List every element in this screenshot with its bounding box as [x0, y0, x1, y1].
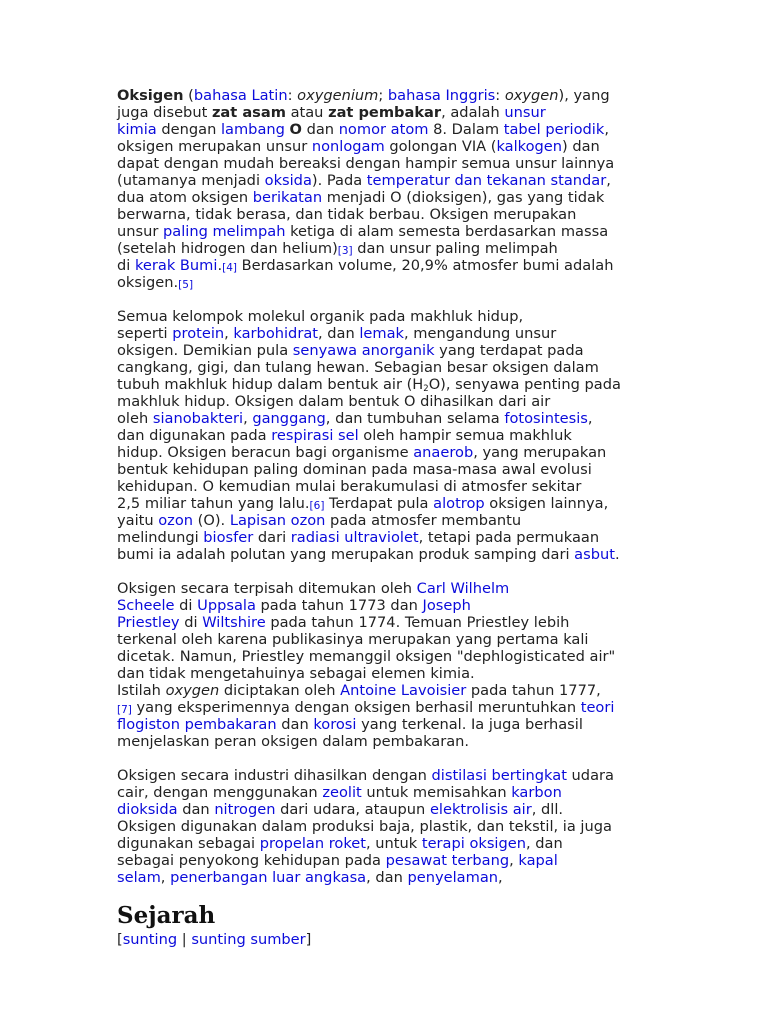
text: diciptakan oleh: [219, 682, 341, 699]
text: , yang merupakan bentuk kehidupan paling dominan pada masa-masa awal evolusi kehidupan. O kemudian mulai berakumulasi di atmosfer sekitar 2,5 miliar tahun yang lalu.: [117, 444, 607, 512]
paragraph-intro: [117, 87, 652, 291]
link-propelan-roket[interactable]: propelan roket: [259, 835, 366, 852]
text: .: [217, 257, 223, 274]
text: O), senyawa penting pada makhluk hidup. Oksigen dalam bentuk O dihasilkan dari air oleh: [117, 376, 621, 427]
text: dan: [301, 121, 339, 138]
article-body: [117, 87, 652, 948]
link-nitrogen[interactable]: nitrogen: [214, 801, 276, 818]
text: (O).: [193, 512, 230, 529]
link-kapal-selam[interactable]: kapal selam: [117, 852, 558, 886]
link-unsur-kimia[interactable]: unsur kimia: [117, 104, 546, 138]
bracket-close: ]: [305, 931, 312, 948]
text: , adalah: [441, 104, 505, 121]
text: yang eksperimennya dengan oksigen berhasil meruntuhkan: [131, 699, 581, 716]
text: di: [179, 614, 203, 631]
text: .: [614, 546, 620, 563]
text: :: [495, 87, 505, 104]
section-heading-sejarah: Sejarah: [117, 902, 216, 929]
link-protein[interactable]: protein: [172, 325, 225, 342]
text: 8. Dalam: [428, 121, 504, 138]
text: dan unsur paling melimpah di: [117, 240, 558, 274]
text: , dan digunakan pada: [117, 410, 593, 444]
text: udara cair, dengan menggunakan: [117, 767, 614, 801]
bracket-open: [: [117, 931, 123, 948]
link-biosfer[interactable]: biosfer: [203, 529, 254, 546]
link-teori-flogiston[interactable]: teori flogiston: [117, 699, 615, 733]
link-respirasi-sel[interactable]: respirasi sel: [271, 427, 359, 444]
link-distilasi-bertingkat[interactable]: distilasi bertingkat: [431, 767, 567, 784]
link-karbohidrat[interactable]: karbohidrat: [233, 325, 318, 342]
link-penerbangan-luar-angkasa[interactable]: penerbangan luar angkasa: [170, 869, 367, 886]
ref-6[interactable]: [6]: [309, 500, 325, 512]
text: di: [174, 597, 198, 614]
text: ) dan dapat dengan mudah bereaksi dengan hampir semua unsur lainnya (utamanya menjadi: [117, 138, 615, 189]
paragraph-industri: [117, 767, 652, 886]
ref-7[interactable]: [7]: [117, 704, 132, 716]
link-penyelaman[interactable]: penyelaman: [407, 869, 499, 886]
term-oksigen: Oksigen: [117, 87, 184, 104]
link-fotosintesis[interactable]: fotosintesis: [504, 410, 588, 427]
text: (: [183, 87, 194, 104]
link-ozon[interactable]: ozon: [158, 512, 194, 529]
link-anaerob[interactable]: anaerob: [413, 444, 474, 461]
text: dari udara, ataupun: [275, 801, 430, 818]
term-zat-pembakar: zat pembakar: [328, 104, 442, 121]
link-tabel-periodik[interactable]: tabel periodik: [503, 121, 605, 138]
term-oxygen-italic: oxygen: [165, 682, 220, 699]
link-senyawa-anorganik[interactable]: senyawa anorganik: [292, 342, 435, 359]
link-pesawat-terbang[interactable]: pesawat terbang: [385, 852, 510, 869]
text: dengan: [156, 121, 221, 138]
link-antoine-lavoisier[interactable]: Antoine Lavoisier: [340, 682, 467, 699]
term-oxygen: oxygen: [504, 87, 559, 104]
text: pada tahun 1777,: [470, 682, 601, 699]
text: yang terkenal. Ia juga berhasil menjelaskan peran oksigen dalam pembakaran.: [117, 716, 583, 750]
text: dan: [177, 801, 215, 818]
text: ,: [509, 852, 519, 869]
link-paling-melimpah[interactable]: paling melimpah: [163, 223, 286, 240]
link-karbon-dioksida[interactable]: karbon dioksida: [117, 784, 562, 818]
text: , dan: [317, 325, 360, 342]
text: dan: [276, 716, 314, 733]
link-lapisan-ozon[interactable]: Lapisan ozon: [229, 512, 326, 529]
text: , dan sebagai penyokong kehidupan pada: [117, 835, 563, 869]
link-lambang[interactable]: lambang: [220, 121, 285, 138]
text: Berdasarkan volume, 20,9% atmosfer bumi adalah oksigen.: [117, 257, 614, 291]
edit-source-link[interactable]: sunting sumber: [191, 931, 306, 948]
link-asbut[interactable]: asbut: [574, 546, 615, 563]
link-bahasa-inggris[interactable]: bahasa Inggris: [387, 87, 496, 104]
ref-3[interactable]: [3]: [337, 245, 353, 257]
symbol-o: O: [289, 121, 302, 138]
link-wiltshire[interactable]: Wiltshire: [202, 614, 266, 631]
link-radiasi-ultraviolet[interactable]: radiasi ultraviolet: [290, 529, 419, 546]
link-pembakaran[interactable]: pembakaran: [184, 716, 277, 733]
text: ,: [224, 325, 234, 342]
link-nonlogam[interactable]: nonlogam: [311, 138, 385, 155]
link-alotrop[interactable]: alotrop: [433, 495, 485, 512]
text: ,: [243, 410, 253, 427]
link-sianobakteri[interactable]: sianobakteri: [152, 410, 244, 427]
text: , dua atom oksigen: [117, 172, 611, 206]
subscript-2: 2: [423, 384, 429, 394]
ref-5[interactable]: [5]: [178, 279, 194, 291]
link-zeolit[interactable]: zeolit: [322, 784, 362, 801]
edit-link[interactable]: sunting: [122, 931, 178, 948]
link-lemak[interactable]: lemak: [359, 325, 405, 342]
text: atau: [285, 104, 329, 121]
text: ,: [160, 869, 171, 886]
text: pada atmosfer membantu melindungi: [117, 512, 522, 546]
link-temperatur-dan-tekanan-standar[interactable]: temperatur dan tekanan standar: [366, 172, 607, 189]
text: , tetapi pada permukaan bumi ia adalah polutan yang merupakan produk samping dari: [117, 529, 600, 563]
link-kerak-bumi[interactable]: kerak Bumi: [134, 257, 218, 274]
link-kalkogen[interactable]: kalkogen: [496, 138, 562, 155]
ref-4[interactable]: [4]: [222, 262, 237, 274]
text: , untuk: [366, 835, 422, 852]
link-uppsala[interactable]: Uppsala: [197, 597, 256, 614]
text: pada tahun 1774. Temuan Priestley lebih terkenal oleh karena publikasinya merupakan yang pertama kali dicetak. Namun, Priestley memanggil oksigen "dephlogisticated air" dan tidak mengetahuinya sebagai elemen kimia. Istilah: [117, 614, 616, 699]
text: , dan: [366, 869, 408, 886]
text: Oksigen secara industri dihasilkan dengan: [117, 767, 432, 784]
term-zat-asam: zat asam: [211, 104, 286, 121]
link-terapi-oksigen[interactable]: terapi oksigen: [421, 835, 526, 852]
text: Oksigen secara terpisah ditemukan oleh: [117, 580, 417, 597]
text: ,: [498, 869, 503, 886]
link-carl-wilhelm-scheele[interactable]: Carl Wilhelm Scheele: [117, 580, 510, 614]
text: ketiga di alam semesta berdasarkan massa (setelah hidrogen dan helium): [117, 223, 609, 257]
text: dari: [253, 529, 291, 546]
term-oxygenium: oxygenium: [297, 87, 379, 104]
link-joseph-priestley[interactable]: Joseph Priestley: [117, 597, 471, 631]
paragraph-organik: [117, 308, 652, 563]
text: pada tahun 1773 dan: [255, 597, 423, 614]
text: untuk memisahkan: [361, 784, 512, 801]
text: :: [287, 87, 298, 104]
link-nomor-atom[interactable]: nomor atom: [338, 121, 429, 138]
text: oleh hampir semua makhluk hidup. Oksigen beracun bagi organisme: [117, 427, 572, 461]
section-edit-links: [117, 931, 652, 948]
link-korosi[interactable]: korosi: [313, 716, 357, 733]
link-bahasa-latin[interactable]: bahasa Latin: [193, 87, 288, 104]
link-ganggang[interactable]: ganggang: [252, 410, 326, 427]
text: Terdapat pula: [324, 495, 434, 512]
text: , mengandung unsur oksigen. Demikian pula: [117, 325, 557, 359]
text: ), yang juga disebut: [117, 87, 610, 121]
text: Semua kelompok molekul organik pada makhluk hidup, seperti: [117, 308, 524, 342]
text: , dan tumbuhan selama: [325, 410, 505, 427]
text: ). Pada: [311, 172, 367, 189]
text: golongan VIA (: [384, 138, 497, 155]
text: oksigen lainnya, yaitu: [117, 495, 609, 529]
link-oksida[interactable]: oksida: [264, 172, 312, 189]
link-elektrolisis-air[interactable]: elektrolisis air: [429, 801, 532, 818]
text: , oksigen merupakan unsur: [117, 121, 609, 155]
text: , dll. Oksigen digunakan dalam produksi baja, plastik, dan tekstil, ia juga digunakan sebagai: [117, 801, 612, 852]
paragraph-penemuan: [117, 580, 652, 750]
text: menjadi O (dioksigen), gas yang tidak berwarna, tidak berasa, dan tidak berbau. Oksigen merupakan unsur: [117, 189, 605, 240]
text: ;: [378, 87, 388, 104]
text: yang terdapat pada cangkang, gigi, dan tulang hewan. Sebagian besar oksigen dalam tubuh makhluk hidup dalam bentuk air (H: [117, 342, 599, 393]
separator: |: [177, 931, 192, 948]
link-berikatan[interactable]: berikatan: [252, 189, 323, 206]
